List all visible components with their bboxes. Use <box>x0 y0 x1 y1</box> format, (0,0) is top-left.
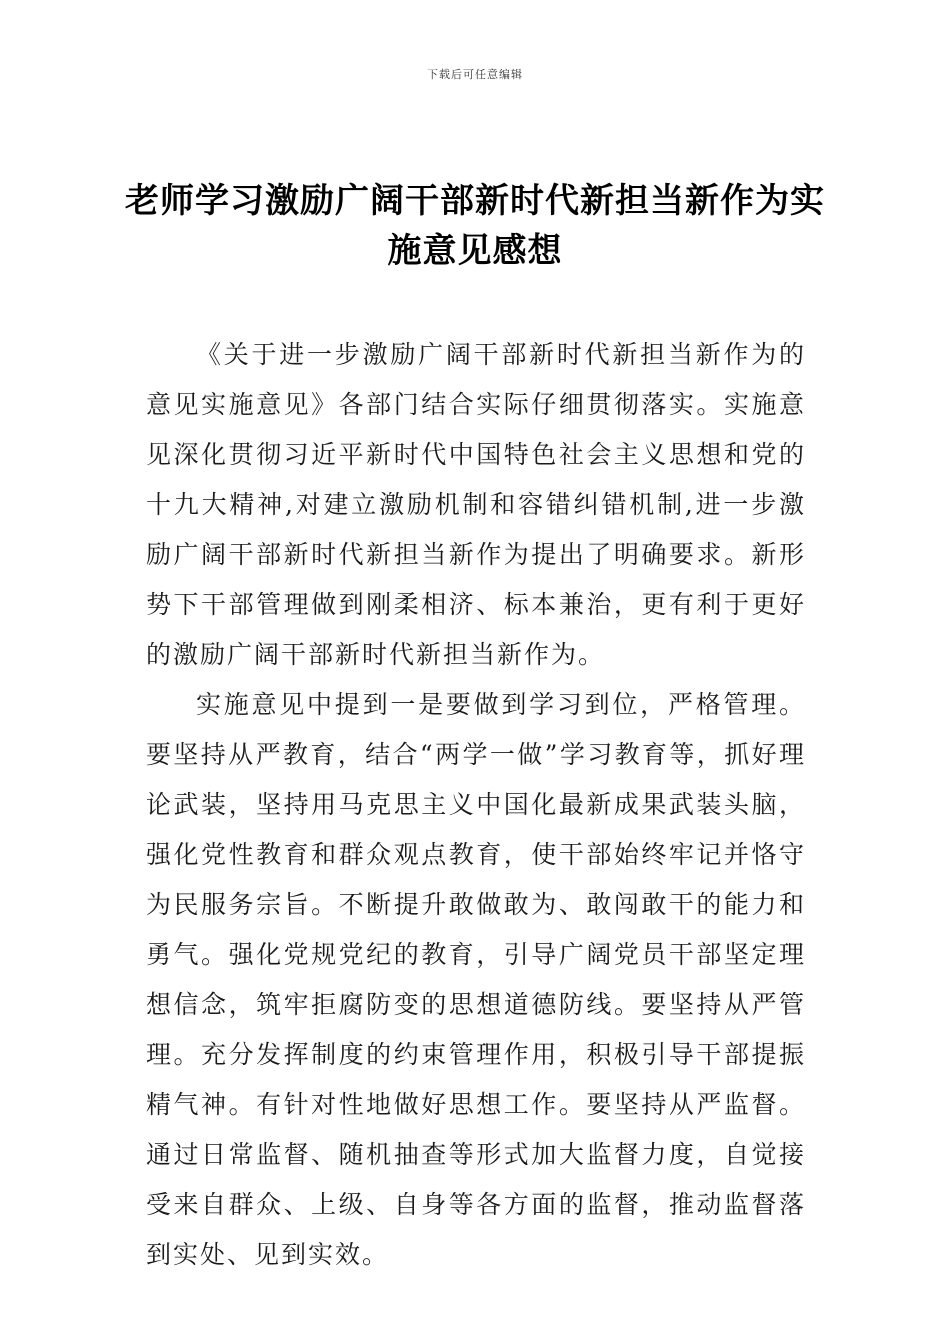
body-paragraph: 实施意见中提到一是要做到学习到位，严格管理。要坚持从严教育，结合“两学一做”学习教育等，抓好理论武装，坚持用马克思主义中国化最新成果武装头脑，强化党性教育和群众观点教育，使干部始终牢记并恪守为民服务宗旨。不断提升敢做敢为、敢闯敢干的能力和勇气。强化党规党纪的教育，引导广阔党员干部坚定理想信念，筑牢拒腐防变的思想道德防线。要坚持从严管理。充分发挥制度的约束管理作用，积极引导干部提振精气神。有针对性地做好思想工作。要坚持从严监督。通过日常监督、随机抽查等形式加大监督力度，自觉接受来自群众、上级、自身等各方面的监督，推动监督落到实处、见到实效。 <box>146 690 806 1269</box>
document-body <box>146 330 806 1280</box>
body-paragraph: 《关于进一步激励广阔干部新时代新担当新作为的意见实施意见》各部门结合实际仔细贯彻落实。实施意见深化贯彻习近平新时代中国特色社会主义思想和党的十九大精神,对建立激励机制和容错纠错机制,进一步激励广阔干部新时代新担当新作为提出了明确要求。新形势下干部管理做到刚柔相济、标本兼治，更有利于更好的激励广阔干部新时代新担当新作为。 <box>146 340 806 669</box>
header-note: 下载后可任意编辑 <box>427 68 523 81</box>
document-title: 老师学习激励广阔干部新时代新担当新作为实施意见感想 <box>125 181 825 271</box>
